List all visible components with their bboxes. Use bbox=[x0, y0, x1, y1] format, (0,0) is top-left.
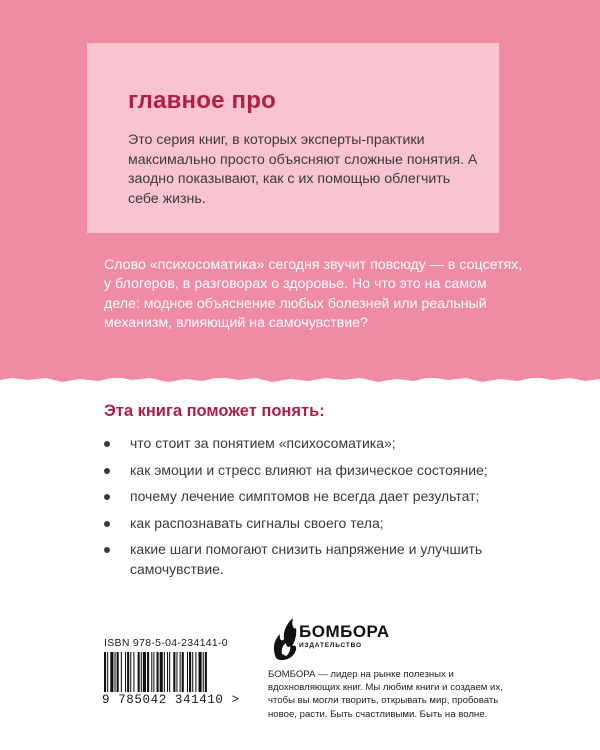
bullet-dot-icon bbox=[104, 521, 110, 527]
list-item bbox=[104, 514, 534, 534]
series-title: главное про bbox=[128, 87, 276, 114]
list-item bbox=[104, 434, 534, 454]
bullet-dot-icon bbox=[104, 547, 110, 553]
list-item-text: как распознавать сигналы своего тела; bbox=[130, 514, 384, 531]
bullet-dot-icon bbox=[104, 441, 110, 447]
torn-paper-edge bbox=[0, 370, 600, 388]
bullet-dot-icon bbox=[104, 494, 110, 500]
list-item-text: что стоит за понятием «психосоматика»; bbox=[130, 435, 396, 451]
publisher-description: БОМБОРА — лидер на рынке полезных и вдохновляющих книг. Мы любим книги и создаем их, чтобы вы могли творить, открывать мир, пробовать новое, расти. Быть счастливыми. Быть на волне. bbox=[268, 669, 503, 720]
benefits-list bbox=[104, 434, 534, 586]
barcode-number: 9 785042 341410 > bbox=[100, 692, 246, 708]
list-item-text: какие шаги помогают снизить напряжение и улучшить самочувствие. bbox=[130, 541, 483, 577]
series-description: Это серия книг, в которых эксперты-практики максимально просто объясняют сложные понятия. А заодно показывают, как с их помощью облегчить себе жизнь. bbox=[128, 132, 478, 207]
intro-text: Слово «психосоматика» сегодня звучит повсюду — в соцсетях, у блогеров, в разговорах о здоровье. Но что это на самом деле: модное объяснение любых болезней или реальный механизм, влияющий на самочувствие? bbox=[104, 257, 523, 332]
series-info-box bbox=[87, 43, 499, 233]
list-item bbox=[104, 540, 534, 579]
list-item bbox=[104, 487, 534, 507]
list-item bbox=[104, 461, 534, 481]
isbn-label: ISBN 978-5-04-234141-0 bbox=[104, 637, 228, 649]
benefits-heading: Эта книга поможет понять: bbox=[104, 402, 325, 420]
list-item-text: как эмоции и стресс влияют на физическое состояние; bbox=[130, 461, 488, 478]
list-item-text: почему лечение симптомов не всегда дает результат; bbox=[130, 488, 480, 504]
publisher-subtitle: ИЗДАТЕЛЬСТВО bbox=[299, 642, 362, 649]
publisher-name: БОМБОРА bbox=[299, 622, 390, 641]
bullet-dot-icon bbox=[104, 468, 110, 474]
